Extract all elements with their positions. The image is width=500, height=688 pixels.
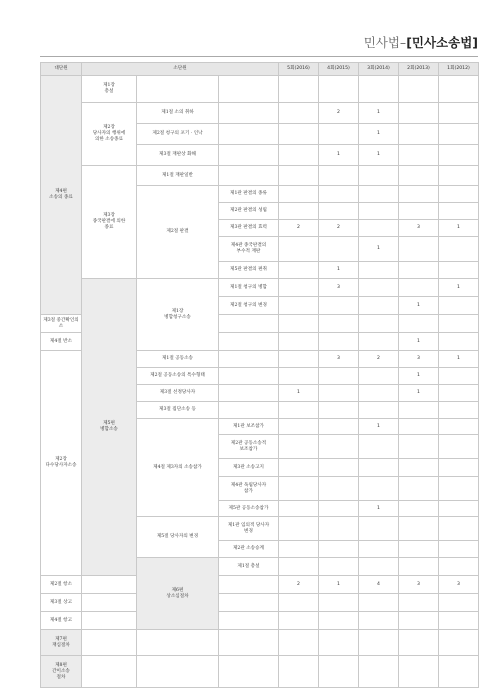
section-label: 제4절 반소 [41,333,82,351]
cell-value: 1 [279,385,319,402]
table-row [41,630,479,656]
section-label: 제3절 중간확인의 소 [41,315,82,333]
page-title-main: [민사소송법] [406,35,478,50]
cell-value: 1 [359,237,399,262]
table-row [41,594,479,612]
subsection-label: 제5관 공동소송참가 [219,501,279,517]
cell-value [439,385,479,402]
subsection-label: 제2관 소송승계 [219,541,279,558]
cell-value: 1 [319,145,359,166]
chapter-label: 제1장 병합청구소송 [137,279,219,351]
header-row [41,63,479,76]
col-header-2012: 1회(2012) [439,63,479,76]
section-label: 제2절 판결 [137,186,219,279]
section-label: 제4절 항고 [41,612,82,630]
exam-frequency-table [40,62,479,688]
cell-value [359,385,399,402]
cell-value [439,501,479,517]
subsection-label: 제2관 판결의 성립 [219,203,279,220]
cell-value [359,220,399,237]
col-header-2014: 3회(2014) [359,63,399,76]
cell-value: 1 [439,220,479,237]
subsection-label: 제5관 판결의 편취 [219,262,279,279]
cell-value: 1 [359,145,399,166]
subsection-label: 제3관 판결의 효력 [219,220,279,237]
cell-value [439,124,479,145]
cell-value: 4 [359,576,399,594]
table-row [41,166,479,186]
section-label: 제4절 제3자의 소송참가 [137,419,219,517]
cell-value [319,385,359,402]
cell-value [439,368,479,385]
part-label: 제4편 소송의 종료 [41,76,82,315]
cell-value [319,419,359,435]
cell-value: 3 [399,220,439,237]
table-row [41,656,479,688]
cell-value: 3 [399,351,439,368]
cell-value [319,368,359,385]
cell-value: 1 [399,333,439,351]
cell-value: 3 [399,576,439,594]
section-label: 제3절 집단소송 등 [137,402,219,419]
cell-value [279,333,319,351]
cell-value [279,368,319,385]
cell-value [279,419,319,435]
cell-value [319,501,359,517]
cell-value [279,124,319,145]
table-row [41,279,479,297]
section-label: 제1절 청구의 병합 [219,279,279,297]
subsection-label: 제2관 공동소송적 보조참가 [219,435,279,459]
cell-value [279,262,319,279]
section-label: 제3절 선정당사자 [137,385,219,402]
cell-value [359,279,399,297]
cell-value: 1 [359,103,399,124]
cell-value: 2 [279,576,319,594]
part-label: 제6편 상소심절차 [137,558,219,630]
page-title-prefix: 민사법– [363,35,407,50]
cell-value [439,145,479,166]
cell-value [279,351,319,368]
section-label: 제2절 청구의 변경 [219,297,279,315]
cell-value [279,237,319,262]
section-label: 제1절 공동소송 [137,351,219,368]
cell-value [439,419,479,435]
cell-value [399,501,439,517]
cell-value [439,237,479,262]
cell-value [399,279,439,297]
cell-value [399,145,439,166]
chapter-label: 제3장 종국판결에 의한 종료 [82,166,137,279]
subsection-label: 제1관 판결의 종류 [219,186,279,203]
cell-value: 2 [359,351,399,368]
col-header-2016: 5회(2016) [279,63,319,76]
cell-value: 1 [359,124,399,145]
part-label: 제5편 병합소송 [82,279,137,576]
cell-value [439,297,479,315]
cell-value: 1 [359,419,399,435]
section-label: 제1절 재판일반 [137,166,219,186]
table-row [41,76,479,103]
cell-value [399,124,439,145]
cell-value [279,103,319,124]
cell-value [359,333,399,351]
cell-value: 1 [319,262,359,279]
table-row [41,576,479,594]
cell-value [319,297,359,315]
cell-value [439,262,479,279]
cell-value [399,237,439,262]
table-row [41,103,479,124]
section-label: 제5절 당사자의 변경 [137,517,219,558]
cell-value [359,368,399,385]
cell-value: 1 [439,351,479,368]
part-label: 제8편 간이소송 절차 [41,656,82,688]
cell-value [319,237,359,262]
subsection-label: 제4관 종국판결의 부수적 재판 [219,237,279,262]
cell-value [439,103,479,124]
col-header-minor: 소단원 [82,63,279,76]
cell-value: 3 [439,576,479,594]
subsection-label: 제3관 소송고지 [219,459,279,477]
cell-value [359,262,399,279]
subsection-label: 제1관 임의적 당사자 변경 [219,517,279,541]
section-label: 제2절 공동소송의 특수형태 [137,368,219,385]
col-header-2013: 2회(2013) [399,63,439,76]
table-row [41,612,479,630]
cell-value: 3 [319,351,359,368]
cell-value: 2 [279,220,319,237]
page-title [364,33,478,51]
cell-value: 1 [399,368,439,385]
cell-value: 1 [399,385,439,402]
cell-value: 2 [319,103,359,124]
subsection-label: 제1관 보조참가 [219,419,279,435]
chapter-label: 제2장 당사자의 행위에 의한 소송종료 [82,103,137,166]
cell-value: 1 [399,297,439,315]
cell-value [399,103,439,124]
cell-value [279,145,319,166]
cell-value: 2 [319,220,359,237]
section-label: 제1절 소의 취하 [137,103,219,124]
col-header-2015: 4회(2015) [319,63,359,76]
cell-value [319,333,359,351]
section-label: 제1절 총설 [219,558,279,576]
cell-value: 1 [319,576,359,594]
cell-value: 1 [359,501,399,517]
chapter-label: 제1장 총설 [82,76,137,103]
cell-value: 3 [319,279,359,297]
cell-value [279,501,319,517]
title-rule [40,56,478,57]
cell-value [319,124,359,145]
section-label: 제2절 청구의 포기 · 인낙 [137,124,219,145]
cell-value [399,419,439,435]
section-label: 제2절 항소 [41,576,82,594]
cell-value [439,333,479,351]
col-header-major: 대단원 [41,63,82,76]
section-label: 제3절 재판상 화해 [137,145,219,166]
part-label: 제7편 재심절차 [41,630,82,656]
chapter-label: 제2장 다수당사자소송 [41,351,82,576]
cell-value [399,262,439,279]
cell-value [359,297,399,315]
section-label: 제3절 상고 [41,594,82,612]
subsection-label: 제4관 독립당사자 참가 [219,477,279,501]
cell-value: 1 [439,279,479,297]
